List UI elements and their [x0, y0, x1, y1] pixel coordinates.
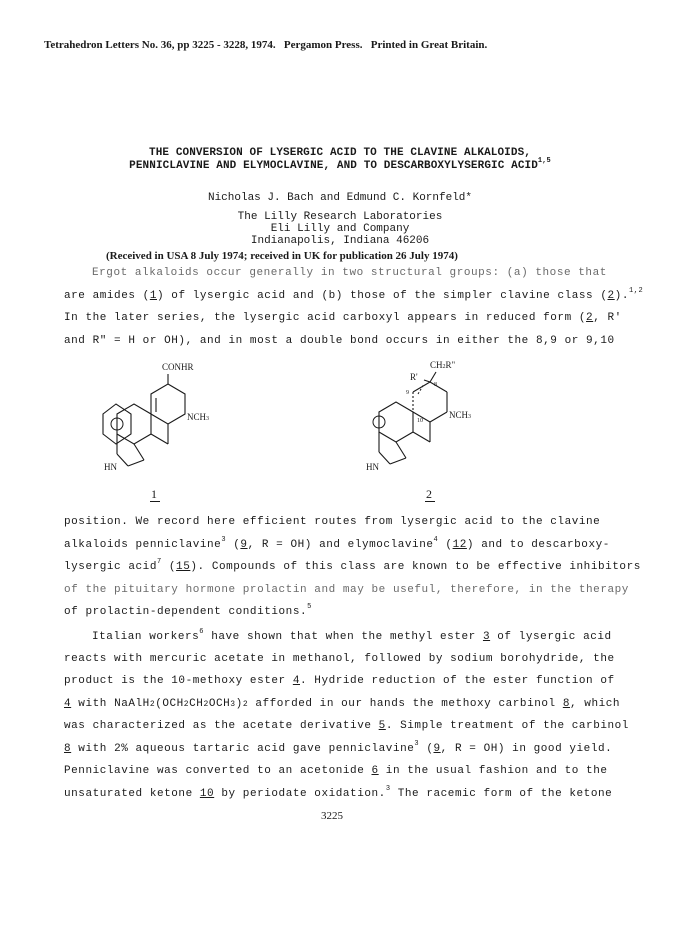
para2-line-2: reacts with mercuric acetate in methanol, followed by sodium borohydride, the [64, 653, 615, 665]
s2-ch-sub: 2 [442, 364, 446, 370]
article-title-line-1: THE CONVERSION OF LYSERGIC ACID TO THE CLAVINE ALKALOIDS, [149, 147, 531, 159]
s1-nch3-text: NCH [187, 412, 207, 422]
s2-nch3-sub: 3 [468, 414, 472, 420]
para2-line-4: 4 with NaAlH2(OCH2CH2OCH3)2 afforded in our hands the methoxy carbinol 8, which [64, 698, 621, 710]
journal-citation: Tetrahedron Letters No. 36, pp 3225 - 3228, 1974. [44, 39, 276, 51]
structure-2 [358, 358, 498, 473]
s1-nch3-sub: 3 [206, 416, 210, 422]
affiliation-line-1: The Lilly Research Laboratories [237, 211, 443, 223]
s1-nch3 [187, 412, 209, 422]
affiliation-line-3: Indianapolis, Indiana 46206 [250, 235, 430, 247]
para1-line-8: of the pituitary hormone prolactin and may be useful, therefore, in the therapy [64, 584, 629, 596]
s2-r-prime: R' [410, 372, 418, 382]
structure-2-drawing [358, 358, 498, 473]
structure-1 [92, 358, 222, 473]
para1-line-1: Ergot alkaloids occur generally in two structural groups: (a) those that [92, 267, 607, 279]
para1-line-7: lysergic acid$^7$ (15). Compounds of this class are known to be effective inhibitors [64, 558, 641, 573]
para1-line-5: position. We record here efficient routes from lysergic acid to the clavine [64, 516, 601, 528]
s2-pos9: 9 [406, 390, 409, 396]
authors: Nicholas J. Bach and Edmund C. Kornfeld* [207, 192, 473, 204]
s2-nch3-text: NCH [449, 410, 469, 420]
para2-line-5: was characterized as the acetate derivative 5. Simple treatment of the carbinol [64, 720, 629, 732]
para2-line-3: product is the 10-methoxy ester 4. Hydride reduction of the ester function of [64, 675, 615, 687]
article-title-line-2 [0, 157, 680, 172]
para2-line-1: Italian workers$^6$ have shown that when the methyl ester 3 of lysergic acid [92, 628, 612, 643]
structure-2-label: 2 [426, 487, 432, 501]
para1-line-3: In the later series, the lysergic acid carboxyl appears in reduced form (2, R' [64, 312, 622, 324]
structure-1-label: 1 [151, 487, 157, 501]
received-dates: (Received in USA 8 July 1974; received in UK for publication 26 July 1974) [106, 250, 458, 262]
para1-line-4: and R" = H or OH), and in most a double bond occurs in either the 8,9 or 9,10 [64, 335, 615, 347]
s2-pos8: 8 [434, 382, 437, 388]
s2-nch3 [449, 410, 471, 420]
s2-ch-text: CH [430, 360, 443, 370]
s2-r-double-prime: R" [445, 360, 456, 370]
para2-line-6: 8 with 2% aqueous tartaric acid gave penniclavine$^3$ (9, R = OH) in good yield. [64, 740, 613, 755]
article-title-line-2-text: PENNICLAVINE AND ELYMOCLAVINE, AND TO DESCARBOXYLYSERGIC ACID [129, 160, 538, 172]
para1-line-2: are amides (1) of lysergic acid and (b) those of the simpler clavine class (2).$^{1,2}$ [64, 287, 644, 302]
structure-1-label-underline [150, 501, 160, 502]
para1-line-9: of prolactin-dependent conditions.$^5$ [64, 603, 312, 618]
publisher: Pergamon Press. [283, 39, 363, 51]
journal-header [44, 39, 487, 51]
printed-in: Printed in Great Britain. [370, 39, 488, 51]
title-footnote-ref: 1,5 [537, 157, 551, 165]
para2-line-8: unsaturated ketone 10 by periodate oxidation.$^3$ The racemic form of the ketone [64, 785, 613, 800]
para1-line-6: alkaloids penniclavine$^3$ (9, R = OH) and elymoclavine$^4$ (12) and to descarboxy- [64, 536, 610, 551]
structure-2-label-underline [425, 501, 435, 502]
affiliation-line-2: Eli Lilly and Company [270, 223, 410, 235]
s2-pos10: 10 [417, 418, 423, 424]
s2-hn: HN [366, 462, 379, 472]
s1-hn: HN [104, 462, 117, 472]
para2-line-7: Penniclavine was converted to an acetonide 6 in the usual fashion and to the [64, 765, 608, 777]
s1-substituent: CONHR [162, 362, 194, 372]
page-number: 3225 [321, 810, 343, 822]
s2-substituent [430, 360, 455, 370]
